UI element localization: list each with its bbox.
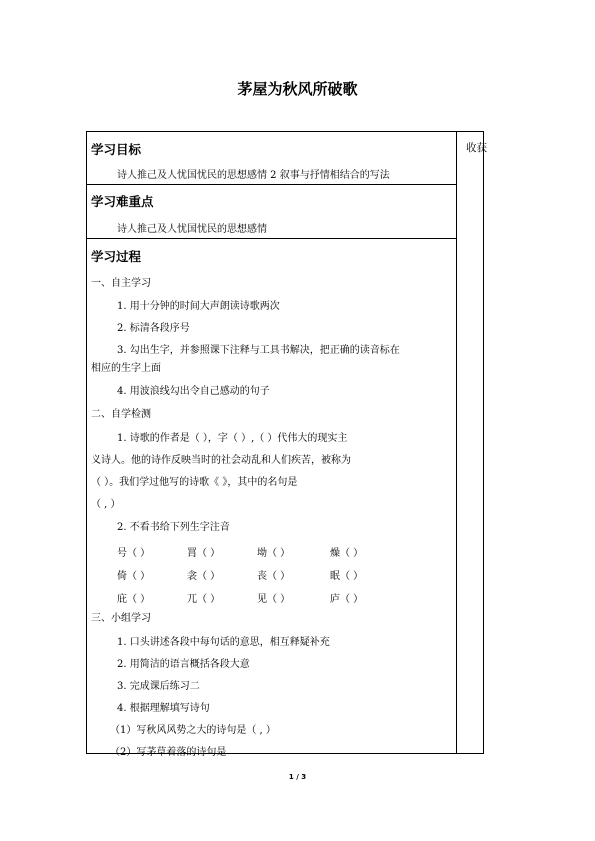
row-divider-difficulty: [86, 238, 457, 239]
phonetic-item: 坳（ ）: [257, 548, 291, 559]
list-item: 4. 用波浪线勾出令自己感动的句子: [117, 386, 270, 397]
section-self-check: 二、自学检测: [91, 409, 151, 420]
difficulty-heading: 学习难重点: [91, 194, 154, 209]
page-number: 1 / 3: [288, 773, 307, 781]
phonetic-item: 倚（ ）: [117, 571, 151, 582]
list-item: 1. 用十分钟的时间大声朗读诗歌两次: [117, 301, 280, 312]
phonetic-item: 见（ ）: [257, 594, 291, 605]
phonetic-item: 罥（ ）: [187, 548, 221, 559]
list-item: 4. 根据理解填写诗句: [117, 703, 210, 714]
phonetic-item: 号（ ）: [117, 548, 151, 559]
section-group-study: 三、小组学习: [91, 613, 151, 624]
fill-poem-line: （2）写茅草着落的诗句是: [110, 747, 227, 758]
phonetic-item: 庇（ ）: [117, 594, 151, 605]
list-item-continued: 相应的生字上面: [91, 363, 161, 374]
column-divider: [456, 131, 457, 754]
phonetic-item: 衾（ ）: [187, 571, 221, 582]
list-item: 2. 用简洁的语言概括各段大意: [117, 659, 250, 670]
section-self-study: 一、自主学习: [91, 278, 151, 289]
list-item: 3. 勾出生字，并参照课下注释与工具书解决，把正确的读音标在: [117, 345, 400, 356]
phonetic-item: 眠（ ）: [330, 571, 364, 582]
phonetic-item: 燥（ ）: [330, 548, 364, 559]
goals-heading: 学习目标: [91, 142, 142, 157]
phonetic-item: 庐（ ）: [330, 594, 364, 605]
list-item: 1. 口头讲述各段中每句话的意思，相互释疑补充: [117, 637, 330, 648]
goals-text: 诗人推己及人忧国忧民的思想感情 2 叙事与抒情相结合的写法: [117, 170, 390, 181]
page-title: 茅屋为秋风所破歌: [237, 80, 358, 98]
list-item: 2. 标清各段序号: [117, 323, 190, 334]
list-item: 2. 不看书给下列生字注音: [117, 522, 230, 533]
harvest-column-label: 收获: [466, 142, 487, 154]
difficulty-text: 诗人推己及人忧国忧民的思想感情: [117, 224, 267, 235]
fill-poem-line: （1）写秋风风势之大的诗句是（ , ）: [110, 725, 276, 736]
fill-blank-question: 1. 诗歌的作者是（ ），字（ ）,（ ）代伟大的现实主: [117, 433, 348, 444]
row-divider-goals: [86, 184, 457, 185]
phonetic-item: 丧（ ）: [257, 571, 291, 582]
fill-blank-question-continued: （ ）。我们学过他写的诗歌《 》，其中的名句是: [91, 477, 298, 488]
fill-blank-question-continued: 义诗人。他的诗作反映当时的社会动乱和人们疾苦，被称为: [91, 455, 351, 466]
process-heading: 学习过程: [91, 249, 142, 264]
phonetic-item: 兀（ ）: [187, 594, 221, 605]
fill-blank-answer-line: （ , ）: [91, 499, 121, 510]
list-item: 3. 完成课后练习二: [117, 681, 200, 692]
